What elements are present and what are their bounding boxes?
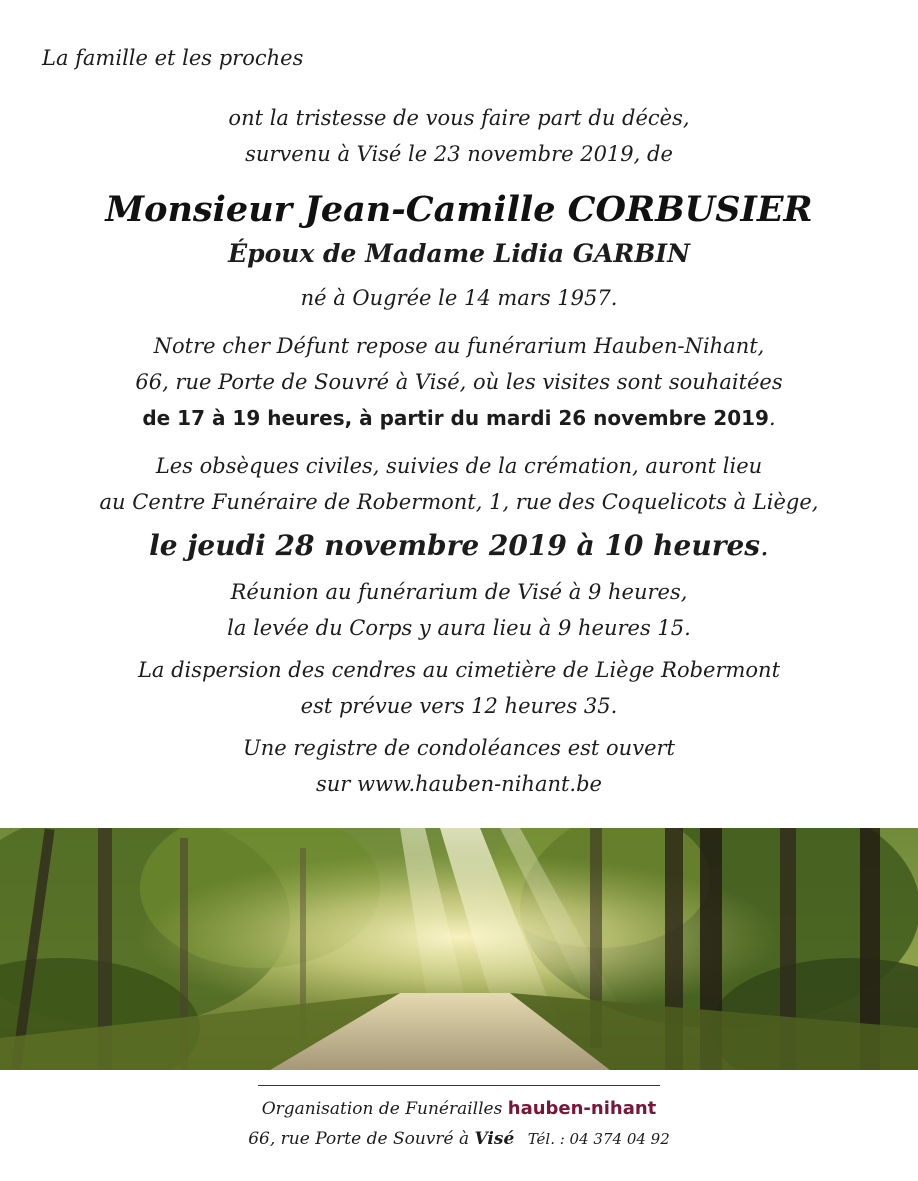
footer-address-prefix: 66, rue Porte de Souvré à [248,1129,470,1149]
footer-phone: Tél. : 04 374 04 92 [527,1130,670,1148]
ashes-line-1: La dispersion des cendres au cimetière de Liège Robermont [137,658,781,682]
ceremony-date-text: le jeudi 28 novembre 2019 à 10 heures [149,529,761,562]
notice-body [0,100,918,802]
ceremony-date-end: . [760,529,769,562]
footer-divider [258,1085,660,1086]
registry-line-2: sur www.hauben-nihant.be [316,772,602,796]
ceremony-line-1: Les obsèques civiles, suivies de la crémation, auront lieu [155,454,763,478]
ashes-line-2: est prévue vers 12 heures 35. [300,694,618,718]
announce-line-2: survenu à Visé le 23 novembre 2019, de [245,142,673,166]
spouse-line: Époux de Madame Lidia GARBIN [228,239,690,268]
footer-org-prefix: Organisation de Funérailles [261,1099,503,1119]
announce-line-1: ont la tristesse de vous faire part du décès, [228,106,690,130]
footer-address-line [0,1124,918,1154]
registry-line-1: Une registre de condoléances est ouvert [243,736,675,760]
footer-org-line [0,1094,918,1124]
visits-hours-text: de 17 à 19 heures, à partir du mardi 26 novembre 2019 [142,406,769,430]
brand-logo: hauben-nihant [507,1098,657,1119]
footer [0,1094,918,1154]
meeting-line-1: Réunion au funérarium de Visé à 9 heures, [230,580,688,604]
footer-city: Visé [474,1129,515,1149]
forest-path-image [0,828,918,1070]
ceremony-date [0,524,918,568]
visits-hours-end: . [768,406,776,430]
meeting-line-2: la levée du Corps y aura lieu à 9 heures 15. [227,616,691,640]
visits-line-1: Notre cher Défunt repose au funérarium Hauben-Nihant, [153,334,765,358]
visits-line-2: 66, rue Porte de Souvré à Visé, où les visites sont souhaitées [135,370,783,394]
deceased-name: Monsieur Jean-Camille CORBUSIER [105,189,813,230]
birth-line: né à Ougrée le 14 mars 1957. [300,286,618,310]
ceremony-line-2: au Centre Funéraire de Robermont, 1, rue des Coquelicots à Liège, [99,490,819,514]
intro-text: La famille et les proches [42,46,304,70]
visits-hours [0,400,918,436]
